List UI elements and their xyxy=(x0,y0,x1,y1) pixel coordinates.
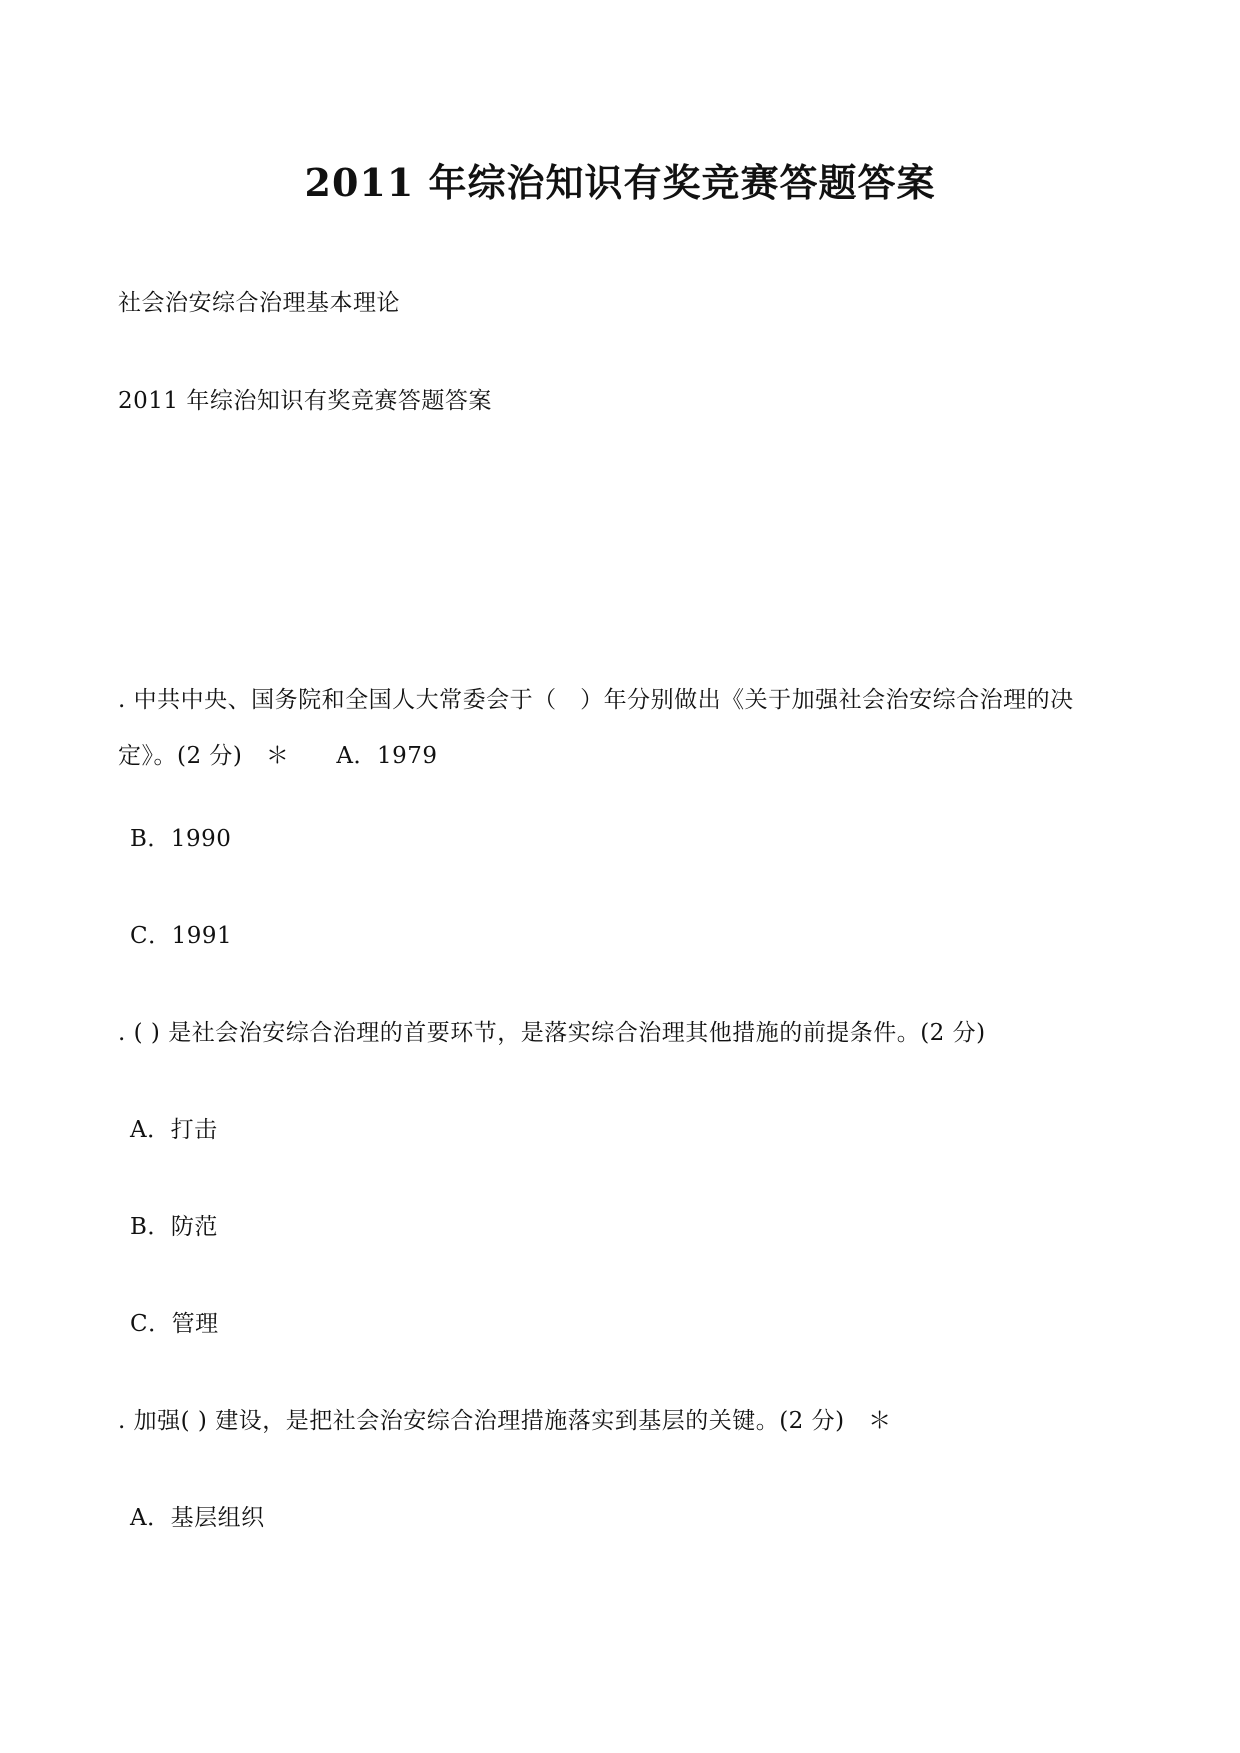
question-3-option-a: A．基层组织 xyxy=(130,1505,265,1531)
question-2-option-a: A．打击 xyxy=(130,1117,218,1143)
question-2-text: . ( ) 是社会治安综合治理的首要环节，是落实综合治理其他措施的前提条件。(2 分) xyxy=(118,1020,986,1046)
question-1-option-c: C．1991 xyxy=(130,923,233,949)
question-2-option-c: C．管理 xyxy=(130,1311,219,1337)
document-title: 2011 年综治知识有奖竞赛答题答案 xyxy=(304,160,936,205)
question-3-text: . 加强( ) 建设，是把社会治安综合治理措施落实到基层的关键。(2 分) ＊ xyxy=(118,1408,892,1434)
question-1-option-b: B．1990 xyxy=(130,826,232,852)
section-heading: 社会治安综合治理基本理论 xyxy=(118,290,400,316)
question-1-text: . 中共中央、国务院和全国人大常委会于（ ）年分别做出《关于加强社会治安综合治理的决定》。(2 分) ＊ A．1979 xyxy=(118,687,1074,769)
question-2-option-b: B．防范 xyxy=(130,1214,218,1240)
subheading: 2011 年综治知识有奖竞赛答题答案 xyxy=(118,388,492,414)
